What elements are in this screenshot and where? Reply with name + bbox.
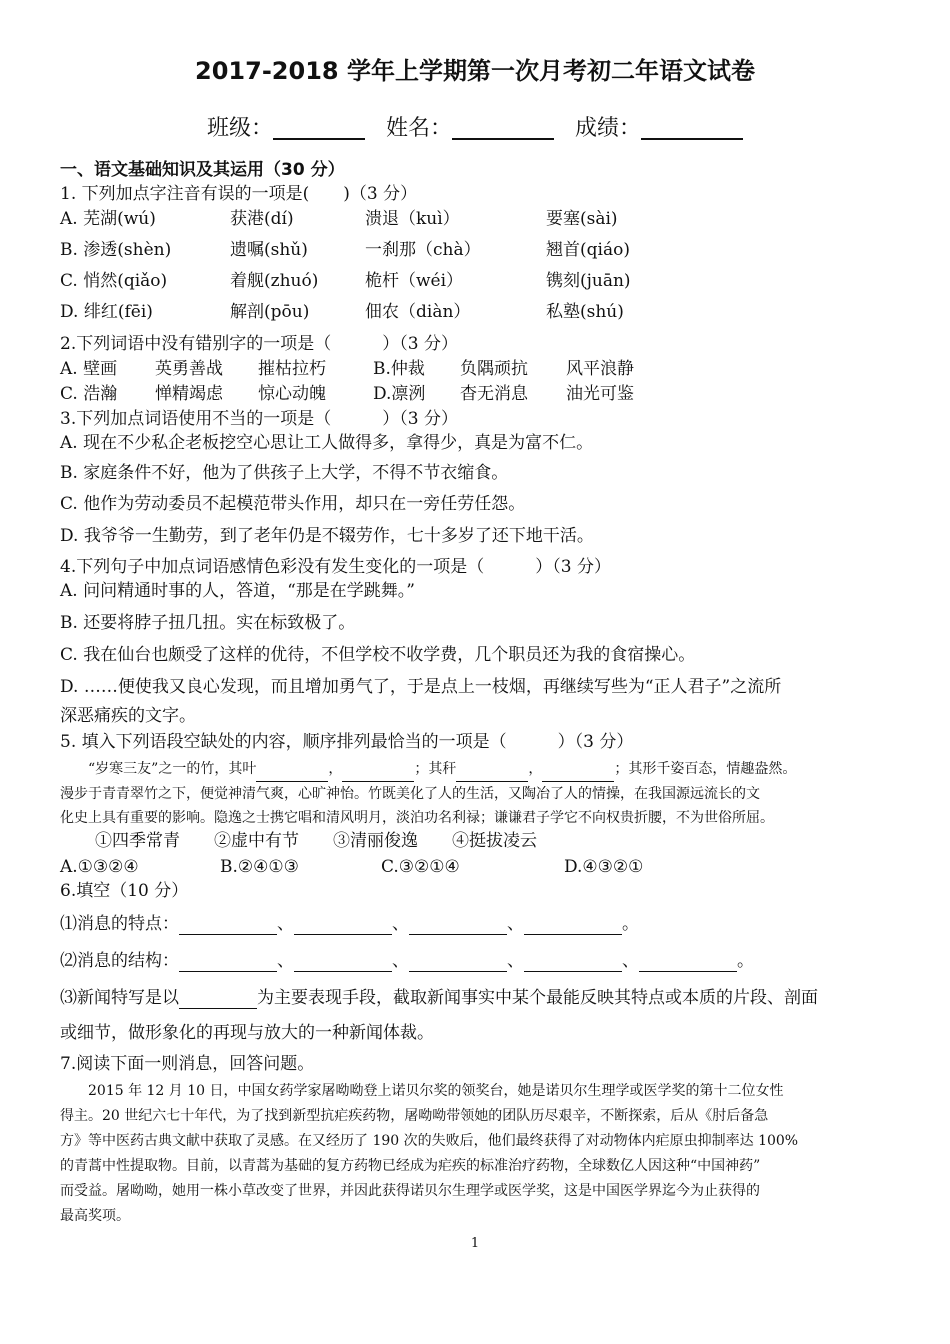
q1-option: 溃退（kuì） <box>365 209 460 229</box>
q6-end: 。 <box>622 914 639 934</box>
q1-option: B. 渗透(shèn) <box>60 240 172 260</box>
q3-option-c: C. 他作为劳动委员不起模范带头作用，却只在一旁任劳任怨。 <box>60 494 526 514</box>
q4-option-c: C. 我在仙台也颇受了这样的优待，不但学校不收学费，几个职员还为我的食宿操心。 <box>60 645 696 665</box>
q6-sep: 、 <box>277 951 294 971</box>
q2-option: A. 壁画 <box>60 359 118 379</box>
q3-stem: 3.下列加点词语使用不当的一项是（ ）（3 分） <box>60 409 458 429</box>
q4-option-d: D. ……便使我又良心发现，而且增加勇气了，于是点上一枝烟，再继续写些为“正人君子”之流所 <box>60 677 782 697</box>
q2-option: 风平浪静 <box>566 359 634 379</box>
q5-blank[interactable] <box>342 765 414 782</box>
q1-option: 一刹那（chà） <box>365 240 481 260</box>
q6-item-1 <box>60 913 639 935</box>
q4-option-b: B. 还要将脖子扭几扭。实在标致极了。 <box>60 613 356 633</box>
q6-sep: 、 <box>277 914 294 934</box>
q6-blank[interactable] <box>639 953 737 972</box>
q1-option: C. 悄然(qiǎo) <box>60 271 168 291</box>
q6-item-3 <box>60 987 818 1009</box>
page-number: 1 <box>470 1236 480 1251</box>
q6-label: ⑴消息的特点： <box>60 914 179 934</box>
q6-blank[interactable] <box>294 953 392 972</box>
name-label: 姓名： <box>385 116 452 141</box>
q6-stem: 6.填空（10 分） <box>60 881 189 901</box>
class-field[interactable] <box>273 118 365 140</box>
q5-stem: 5. 填入下列语段空缺处的内容，顺序排列最恰当的一项是（ ）（3 分） <box>60 732 634 752</box>
q5-text: ， <box>528 761 543 777</box>
q6-sep: 、 <box>507 951 524 971</box>
class-label: 班级： <box>206 116 273 141</box>
q5-choice: A.①③②④ <box>60 857 139 877</box>
q5-passage-line: 漫步于青青翠竹之下，便觉神清气爽，心旷神怡。竹既美化了人的生活，又陶冶了人的情操，在我国源远流长的文 <box>60 786 760 802</box>
q4-option-d-cont: 深恶痛疾的文字。 <box>60 706 196 726</box>
q6-label: ⑶新闻特写是以 <box>60 988 179 1008</box>
q7-passage-line: 而受益。屠呦呦，她用一株小草改变了世界，并因此获得诺贝尔生理学或医学奖，这是中国医学界迄今为止获得的 <box>60 1183 760 1199</box>
q6-blank[interactable] <box>179 916 277 935</box>
q2-stem: 2.下列词语中没有错别字的一项是（ ）（3 分） <box>60 334 458 354</box>
q5-text: ， <box>328 761 343 777</box>
q2-option: 摧枯拉朽 <box>258 359 326 379</box>
q7-passage-line: 方》等中医药古典文献中获取了灵感。在又经历了 190 次的失败后，他们最终获得了对动物体内疟原虫抑制率达 100% <box>60 1133 799 1149</box>
q5-items: ①四季常青 ②虚中有节 ③清丽俊逸 ④挺拔凌云 <box>95 831 537 851</box>
student-info-row <box>0 118 950 140</box>
q7-passage-line: 的青蒿中性提取物。目前，以青蒿为基础的复方药物已经成为疟疾的标准治疗药物，全球数亿人因这种“中国神药” <box>60 1158 761 1174</box>
q2-option: 负隅顽抗 <box>460 359 528 379</box>
q4-option-a: A. 问问精通时事的人，答道，“那是在学跳舞。” <box>60 581 415 601</box>
q6-item-2 <box>60 950 754 972</box>
q2-option: D.凛洌 <box>373 384 426 404</box>
q3-option-a: A. 现在不少私企老板挖空心思让工人做得多，拿得少，真是为富不仁。 <box>60 433 594 453</box>
q1-option: 桅杆（wéi） <box>365 271 464 291</box>
q5-choice: B.②④①③ <box>220 857 299 877</box>
q5-text: ；其形千姿百态，情趣盎然。 <box>614 761 797 777</box>
q1-option: 佃农（diàn） <box>365 302 471 322</box>
q3-option-d: D. 我爷爷一生勤劳，到了老年仍是不辍劳作，七十多岁了还下地干活。 <box>60 526 594 546</box>
q2-option: 油光可鉴 <box>566 384 634 404</box>
q1-option: 遗嘱(shǔ) <box>230 240 308 260</box>
q1-option: 镌刻(juān) <box>546 271 631 291</box>
name-field[interactable] <box>452 118 554 140</box>
q2-option: C. 浩瀚 <box>60 384 118 404</box>
q2-option: 惊心动魄 <box>258 384 326 404</box>
q1-option: A. 芜湖(wú) <box>60 209 156 229</box>
q6-blank[interactable] <box>524 953 622 972</box>
score-field[interactable] <box>641 118 743 140</box>
q5-blank[interactable] <box>542 765 614 782</box>
q6-blank[interactable] <box>409 953 507 972</box>
q5-text: “岁寒三友”之一的竹，其叶 <box>88 761 257 777</box>
q2-option: 杳无消息 <box>460 384 528 404</box>
q6-sep: 、 <box>622 951 639 971</box>
q4-stem: 4.下列句子中加点词语感情色彩没有发生变化的一项是（ ）（3 分） <box>60 557 611 577</box>
q2-option: B.仲裁 <box>373 359 425 379</box>
score-label: 成绩： <box>574 116 641 141</box>
q5-passage-line <box>88 757 796 782</box>
q2-option: 英勇善战 <box>155 359 223 379</box>
q7-passage-line: 得主。20 世纪六七十年代，为了找到新型抗疟疾药物，屠呦呦带领她的团队历尽艰辛，不断探索，后从《肘后备急 <box>60 1108 769 1124</box>
q6-blank[interactable] <box>179 990 257 1009</box>
q1-option: 获港(dí) <box>230 209 294 229</box>
q5-choice: D.④③②① <box>564 857 644 877</box>
q5-passage-line: 化史上具有重要的影响。隐逸之士携它唱和清风明月，淡泊功名利禄；谦谦君子学它不向权贵折腰，不为世俗所屈。 <box>60 810 774 826</box>
q5-choice: C.③②①④ <box>381 857 460 877</box>
q1-stem: 1. 下列加点字注音有误的一项是( )（3 分） <box>60 184 418 204</box>
q1-option: 私塾(shú) <box>546 302 624 322</box>
q6-text: 为主要表现手段，截取新闻事实中某个最能反映其特点或本质的片段、剖面 <box>257 988 818 1008</box>
q1-option: 着舰(zhuó) <box>230 271 319 291</box>
q7-stem: 7.阅读下面一则消息，回答问题。 <box>60 1054 315 1074</box>
q6-item-3-cont: 或细节，做形象化的再现与放大的一种新闻体裁。 <box>60 1023 434 1043</box>
q5-blank[interactable] <box>256 765 328 782</box>
q5-blank[interactable] <box>456 765 528 782</box>
q2-option: 惮精竭虑 <box>155 384 223 404</box>
q6-sep: 、 <box>392 951 409 971</box>
q6-sep: 、 <box>507 914 524 934</box>
q6-end: 。 <box>737 951 754 971</box>
q6-blank[interactable] <box>409 916 507 935</box>
exam-title: 2017-2018 学年上学期第一次月考初二年语文试卷 <box>195 57 755 85</box>
section-1-heading: 一、语文基础知识及其运用（30 分） <box>60 160 345 180</box>
q7-passage-line: 最高奖项。 <box>60 1208 130 1224</box>
q3-option-b: B. 家庭条件不好，他为了供孩子上大学，不得不节衣缩食。 <box>60 463 509 483</box>
q1-option: 解剖(pōu) <box>230 302 310 322</box>
q7-passage-line: 2015 年 12 月 10 日，中国女药学家屠呦呦登上诺贝尔奖的领奖台，她是诺贝尔生理学或医学奖的第十二位女性 <box>88 1083 784 1099</box>
q6-label: ⑵消息的结构： <box>60 951 179 971</box>
q1-option: D. 绯红(fēi) <box>60 302 153 322</box>
q6-sep: 、 <box>392 914 409 934</box>
q6-blank[interactable] <box>179 953 277 972</box>
q5-text: ；其秆 <box>414 761 457 777</box>
q1-option: 翘首(qiáo) <box>546 240 630 260</box>
q6-blank[interactable] <box>294 916 392 935</box>
q6-blank[interactable] <box>524 916 622 935</box>
q1-option: 要塞(sài) <box>546 209 618 229</box>
